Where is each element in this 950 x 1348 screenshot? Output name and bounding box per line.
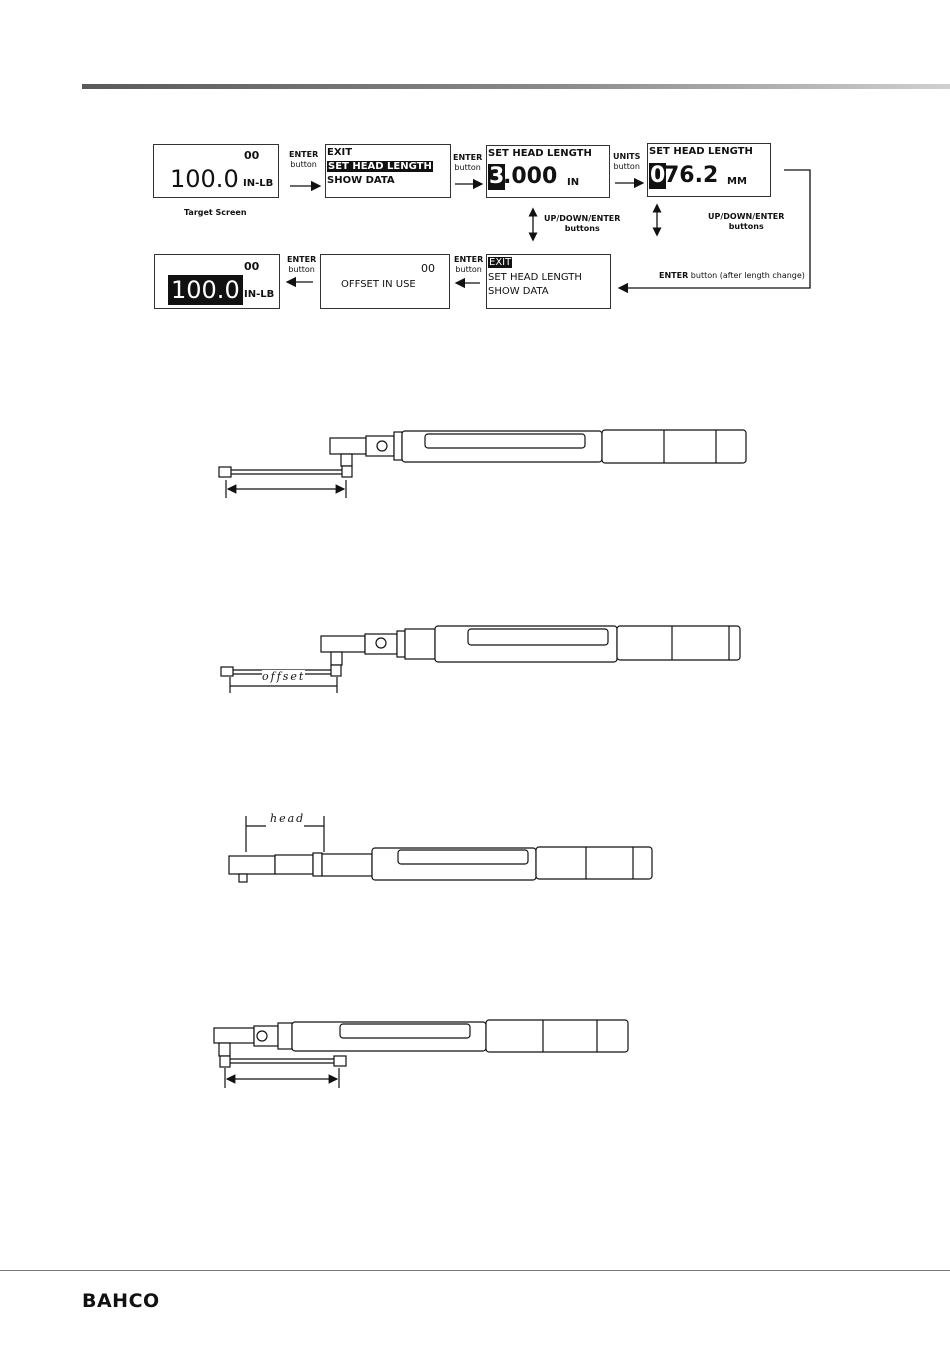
target-screen-caption: Target Screen — [184, 208, 247, 217]
menu-show-data: SHOW DATA — [488, 286, 549, 297]
vertical-label-2: UP/DOWN/ENTER buttons — [708, 212, 785, 231]
arrow-label-enter-3: ENTER button — [454, 255, 484, 274]
menu-set-head-length: SET HEAD LENGTH — [328, 161, 432, 172]
menu-exit: EXIT — [327, 147, 353, 158]
head-dimension-label: head — [270, 812, 306, 825]
arrow-label-units: UNITS button — [613, 152, 641, 171]
screen-unit: IN-LB — [243, 178, 274, 189]
length-value: .000 — [503, 164, 558, 189]
menu-set-head-length: SET HEAD LENGTH — [488, 272, 582, 283]
menu-show-data: SHOW DATA — [327, 175, 395, 186]
screen-value: 100.0 — [168, 275, 243, 305]
length-unit: IN — [567, 177, 580, 188]
screen-count: 00 — [244, 149, 260, 162]
screen-value: 100.0 — [170, 165, 239, 193]
arrow-label-enter-4: ENTER button — [287, 255, 317, 274]
arrow-label-enter-1: ENTER button — [289, 150, 319, 169]
offset-dimension-label: offset — [262, 670, 306, 683]
return-arrow-label: ENTER button (after length change) — [659, 271, 805, 280]
menu-exit: EXIT — [489, 257, 512, 268]
screen-unit: IN-LB — [244, 289, 275, 300]
footer-rule — [0, 1270, 950, 1271]
wrench-figure-offset-reverse — [214, 1020, 628, 1088]
cursor-digit: 0 — [650, 163, 666, 188]
wrench-figure-head-length — [229, 816, 652, 882]
wrench-figure-offset-forward — [219, 430, 746, 498]
screen-count: 00 — [421, 262, 435, 275]
arrow-label-enter-2: ENTER button — [453, 153, 483, 172]
offset-in-use-text: OFFSET IN USE — [341, 279, 416, 290]
length-value: 76.2 — [664, 163, 719, 188]
brand-logo: BAHCO — [82, 1290, 160, 1312]
cursor-digit: 3 — [489, 164, 505, 189]
set-head-title: SET HEAD LENGTH — [488, 148, 592, 159]
vertical-label-1: UP/DOWN/ENTER buttons — [544, 214, 621, 233]
screen-count: 00 — [244, 260, 260, 273]
length-unit: MM — [727, 176, 747, 187]
set-head-title: SET HEAD LENGTH — [649, 146, 753, 157]
